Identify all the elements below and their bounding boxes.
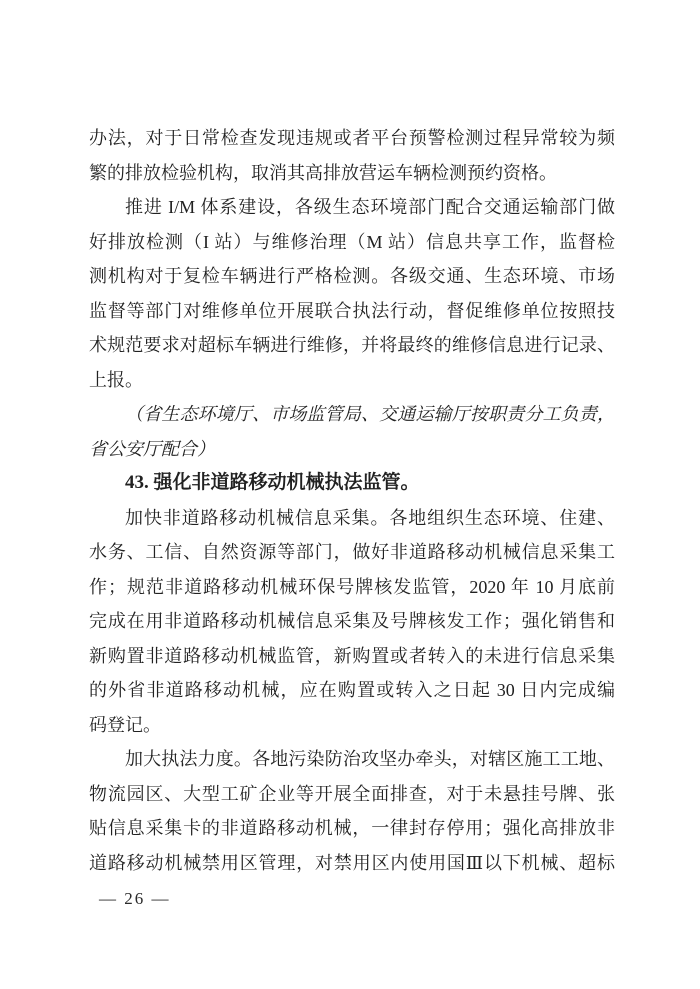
text-line: （省生态环境厅、市场监管局、交通运输厅按职责分工负责， (125, 404, 615, 424)
text-line: 加大执法力度。各地污染防治攻坚办牵头，对辖区施工工地、 (125, 749, 615, 769)
page-number: — 26 — (99, 889, 171, 908)
document-body (89, 121, 615, 880)
text-line: 监督等部门对维修单位开展联合执法行动，督促维修单位按照技 (89, 300, 615, 321)
para-responsibility-note (89, 397, 615, 466)
text-line: 物流园区、大型工矿企业等开展全面排查，对于未悬挂号牌、张 (89, 783, 615, 804)
para-emission-inspection-agencies (89, 121, 615, 190)
text-line: 省公安厅配合） (89, 438, 215, 459)
para-machinery-info-collection (89, 501, 615, 743)
text-line: 道路移动机械禁用区管理，对禁用区内使用国Ⅲ以下机械、超标 (89, 852, 615, 873)
text-line: 测机构对于复检车辆进行严格检测。各级交通、生态环境、市场 (89, 266, 615, 286)
text-line: 好排放检测（I 站）与维修治理（M 站）信息共享工作，监督检 (89, 231, 615, 252)
text-line: 水务、工信、自然资源等部门，做好非道路移动机械信息采集工 (89, 542, 615, 562)
text-line: 码登记。 (89, 714, 161, 735)
text-line: 43. 强化非道路移动机械执法监管。 (125, 472, 420, 493)
text-line: 办法，对于日常检查发现违规或者平台预警检测过程异常较为频 (89, 128, 615, 148)
para-im-system (89, 190, 615, 397)
heading-item-43 (89, 466, 615, 501)
text-line: 完成在用非道路移动机械信息采集及号牌核发工作；强化销售和 (89, 611, 615, 631)
text-line: 作；规范非道路移动机械环保号牌核发监管，2020 年 10 月底前 (89, 576, 615, 597)
text-line: 繁的排放检验机构，取消其高排放营运车辆检测预约资格。 (89, 162, 557, 183)
text-line: 加快非道路移动机械信息采集。各地组织生态环境、住建、 (125, 507, 615, 528)
text-line: 术规范要求对超标车辆进行维修，并将最终的维修信息进行记录、 (89, 335, 615, 355)
text-line: 上报。 (89, 369, 143, 390)
text-line: 新购置非道路移动机械监管，新购置或者转入的未进行信息采集 (89, 645, 615, 666)
text-line: 的外省非道路移动机械，应在购置或转入之日起 30 日内完成编 (89, 680, 615, 700)
text-line: 推进 I/M 体系建设，各级生态环境部门配合交通运输部门做 (125, 197, 615, 217)
text-line: 贴信息采集卡的非道路移动机械，一律封存停用；强化高排放非 (89, 818, 615, 838)
page-footer (99, 885, 171, 913)
para-enforcement (89, 742, 615, 880)
